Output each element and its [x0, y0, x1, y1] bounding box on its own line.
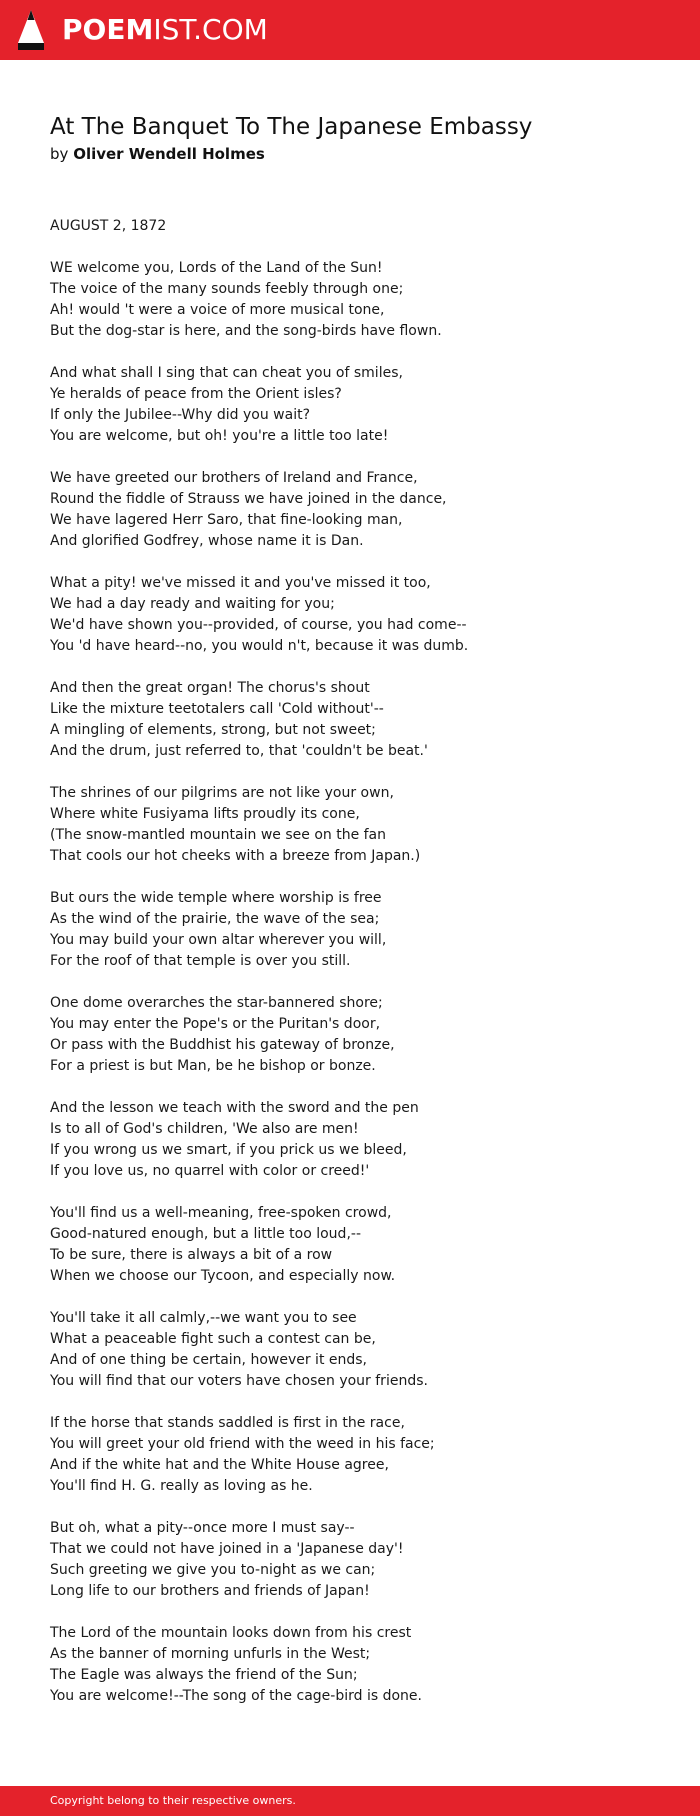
by-label: by	[50, 145, 69, 163]
poem-line: Good-natured enough, but a little too loud,--	[50, 1226, 361, 1242]
poem-line: But the dog-star is here, and the song-birds have flown.	[50, 323, 442, 339]
poem-stanza	[50, 783, 650, 867]
poem-line: We have lagered Herr Saro, that fine-looking man,	[50, 512, 403, 528]
poem-line: To be sure, there is always a bit of a row	[50, 1247, 333, 1263]
poem-line: Ah! would 't were a voice of more musical tone,	[50, 302, 385, 318]
poem-line: You are welcome!--The song of the cage-bird is done.	[50, 1688, 422, 1704]
poem-line: Like the mixture teetotalers call 'Cold without'--	[50, 701, 384, 717]
poem-line: We'd have shown you--provided, of course, you had come--	[50, 617, 467, 633]
poem-line: The voice of the many sounds feebly through one;	[50, 281, 404, 297]
poem-line: You will greet your old friend with the weed in his face;	[50, 1436, 435, 1452]
poem-line: Long life to our brothers and friends of Japan!	[50, 1583, 370, 1599]
poem-line: If you love us, no quarrel with color or creed!'	[50, 1163, 370, 1179]
poem-line: That cools our hot cheeks with a breeze from Japan.)	[50, 848, 421, 864]
poem-line: And what shall I sing that can cheat you of smiles,	[50, 365, 403, 381]
poem-line: We have greeted our brothers of Ireland and France,	[50, 470, 418, 486]
poem-line: For a priest is but Man, be he bishop or bonze.	[50, 1058, 376, 1074]
poem-line: Or pass with the Buddhist his gateway of bronze,	[50, 1037, 395, 1053]
poem-line: If only the Jubilee--Why did you wait?	[50, 407, 311, 423]
poem-dateline	[50, 216, 650, 237]
poem-line: If you wrong us we smart, if you prick us we bleed,	[50, 1142, 407, 1158]
poem-line: And if the white hat and the White House agree,	[50, 1457, 389, 1473]
poem-line: And the drum, just referred to, that 'couldn't be beat.'	[50, 743, 428, 759]
poem-stanza	[50, 1308, 650, 1392]
poem-line: Where white Fusiyama lifts proudly its cone,	[50, 806, 360, 822]
site-logo-text	[62, 9, 268, 51]
poem-line: One dome overarches the star-bannered shore;	[50, 995, 383, 1011]
poem-byline	[50, 144, 650, 164]
pen-nib-icon	[16, 9, 46, 51]
poem-line: Round the fiddle of Strauss we have joined in the dance,	[50, 491, 447, 507]
poem-line: The Lord of the mountain looks down from his crest	[50, 1625, 412, 1641]
poem-line: WE welcome you, Lords of the Land of the Sun!	[50, 260, 383, 276]
poem-stanza	[50, 363, 650, 447]
poem-line: You'll take it all calmly,--we want you to see	[50, 1310, 357, 1326]
poem-line: The Eagle was always the friend of the Sun;	[50, 1667, 358, 1683]
poem-line: But ours the wide temple where worship is free	[50, 890, 382, 906]
poem-line: What a pity! we've missed it and you've missed it too,	[50, 575, 431, 591]
poem-line: That we could not have joined in a 'Japanese day'!	[50, 1541, 404, 1557]
poem-stanza	[50, 993, 650, 1077]
poem-line: Such greeting we give you to-night as we can;	[50, 1562, 376, 1578]
poem-title: At The Banquet To The Japanese Embassy	[50, 114, 533, 140]
poem-stanza	[50, 258, 650, 342]
poem-line: (The snow-mantled mountain we see on the fan	[50, 827, 387, 843]
poem-line: You'll find us a well-meaning, free-spoken crowd,	[50, 1205, 392, 1221]
poem-stanza	[50, 468, 650, 552]
poem-line: If the horse that stands saddled is first in the race,	[50, 1415, 405, 1431]
poem-stanza	[50, 888, 650, 972]
poem-line: A mingling of elements, strong, but not sweet;	[50, 722, 376, 738]
poem-line: You may build your own altar wherever you will,	[50, 932, 387, 948]
poem-line: And then the great organ! The chorus's shout	[50, 680, 370, 696]
poem-line: For the roof of that temple is over you still.	[50, 953, 351, 969]
poem-line: And of one thing be certain, however it ends,	[50, 1352, 367, 1368]
poem-line: AUGUST 2, 1872	[50, 218, 167, 234]
poem-line: As the wind of the prairie, the wave of the sea;	[50, 911, 380, 927]
poem-line: You are welcome, but oh! you're a little too late!	[50, 428, 389, 444]
poem-line: We had a day ready and waiting for you;	[50, 596, 335, 612]
poem-line: You'll find H. G. really as loving as he.	[50, 1478, 313, 1494]
poem-line: You will find that our voters have chosen your friends.	[50, 1373, 428, 1389]
poem-line: And the lesson we teach with the sword and the pen	[50, 1100, 419, 1116]
poem-body	[50, 216, 650, 1707]
poem-line: But oh, what a pity--once more I must say--	[50, 1520, 355, 1536]
poem-line: You 'd have heard--no, you would n't, because it was dumb.	[50, 638, 469, 654]
poem-line: When we choose our Tycoon, and especially now.	[50, 1268, 396, 1284]
poem-stanza	[50, 1518, 650, 1602]
site-logo[interactable]	[16, 9, 268, 51]
poem-stanza	[50, 1203, 650, 1287]
poem-line: Ye heralds of peace from the Orient isles?	[50, 386, 342, 402]
poem-line: And glorified Godfrey, whose name it is Dan.	[50, 533, 364, 549]
poem-content	[50, 112, 650, 1728]
poem-stanza	[50, 678, 650, 762]
poem-stanza	[50, 1098, 650, 1182]
logo-text-bold: POEM	[62, 13, 154, 46]
poem-line: What a peaceable fight such a contest can be,	[50, 1331, 376, 1347]
poem-author[interactable]: Oliver Wendell Holmes	[73, 145, 265, 163]
copyright-notice: Copyright belong to their respective owners.	[50, 1794, 296, 1807]
site-footer	[0, 1786, 700, 1816]
poem-line: The shrines of our pilgrims are not like your own,	[50, 785, 394, 801]
site-header	[0, 0, 700, 60]
poem-stanza	[50, 573, 650, 657]
poem-line: As the banner of morning unfurls in the West;	[50, 1646, 371, 1662]
poem-line: Is to all of God's children, 'We also are men!	[50, 1121, 359, 1137]
poem-stanza	[50, 1413, 650, 1497]
logo-text-light: IST.COM	[153, 13, 268, 46]
poem-line: You may enter the Pope's or the Puritan's door,	[50, 1016, 381, 1032]
poem-stanza	[50, 1623, 650, 1707]
